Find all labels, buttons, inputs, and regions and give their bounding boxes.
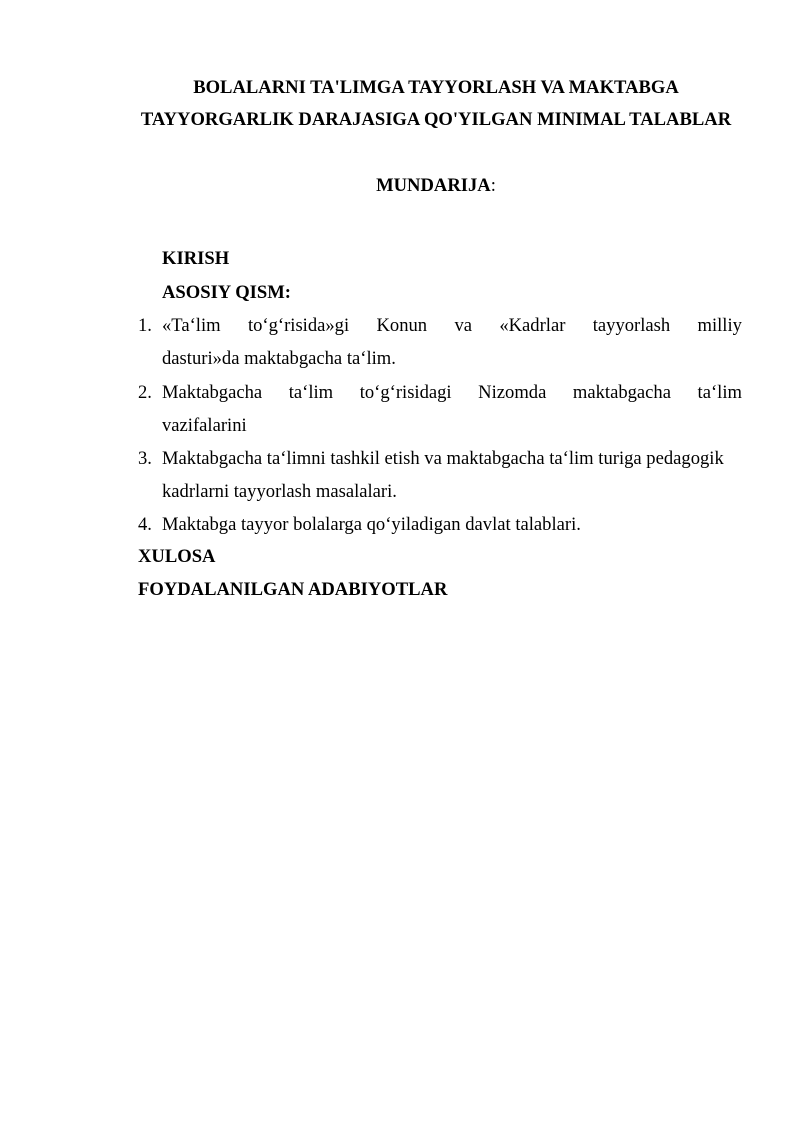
list-item-number: 3. <box>138 448 152 469</box>
toc-entry-main-part: ASOSIY QISM: <box>162 282 291 303</box>
toc-entry-conclusion: XULOSA <box>138 546 216 567</box>
word: to‘g‘risida»gi <box>247 315 350 336</box>
word: Nizomda <box>478 382 547 403</box>
list-item-line-1: Maktabga tayyor bolalarga qo‘yiladigan davlat talablari. <box>162 514 581 535</box>
word: «Ta‘lim <box>162 315 221 336</box>
word: milliy <box>697 315 742 336</box>
word: Maktabgacha <box>162 382 263 403</box>
document-title-line-2: TAYYORGARLIK DARAJASIGA QO'YILGAN MINIMAL TALABLAR <box>140 109 732 130</box>
list-item-line-1 <box>162 376 742 409</box>
toc-entry-intro: KIRISH <box>162 248 230 269</box>
list-item-line-2: dasturi»da maktabgacha ta‘lim. <box>162 348 396 369</box>
list-item-text <box>162 442 742 508</box>
word: ta‘lim <box>697 382 742 403</box>
word: «Kadrlar <box>499 315 566 336</box>
list-item-text <box>162 309 742 375</box>
word: ta‘lim <box>288 382 334 403</box>
contents-heading <box>0 174 800 198</box>
list-item-line-1 <box>162 309 742 342</box>
word: tayyorlash <box>592 315 671 336</box>
list-item-line-2: kadrlarni tayyorlash masalalari. <box>162 481 397 502</box>
list-item-line-2: vazifalarini <box>162 415 247 436</box>
list-item-number: 1. <box>138 315 152 336</box>
list-item-number: 2. <box>138 382 152 403</box>
word: to‘g‘risidagi <box>359 382 452 403</box>
contents-heading-colon: : <box>490 175 496 196</box>
word: Konun <box>376 315 428 336</box>
contents-heading-text: MUNDARIJA <box>376 175 491 196</box>
word: maktabgacha <box>572 382 671 403</box>
list-item-text <box>162 376 742 442</box>
document-title-line-1: BOLALARNI TA'LIMGA TAYYORLASH VA MAKTABGA <box>193 77 679 98</box>
word: va <box>454 315 472 336</box>
list-item-text <box>162 508 742 541</box>
list-item-line-1: Maktabgacha ta‘limni tashkil etish va maktabgacha ta‘lim turiga pedagogik <box>162 448 724 469</box>
list-item-number: 4. <box>138 514 152 535</box>
toc-entry-references: FOYDALANILGAN ADABIYOTLAR <box>138 579 448 600</box>
